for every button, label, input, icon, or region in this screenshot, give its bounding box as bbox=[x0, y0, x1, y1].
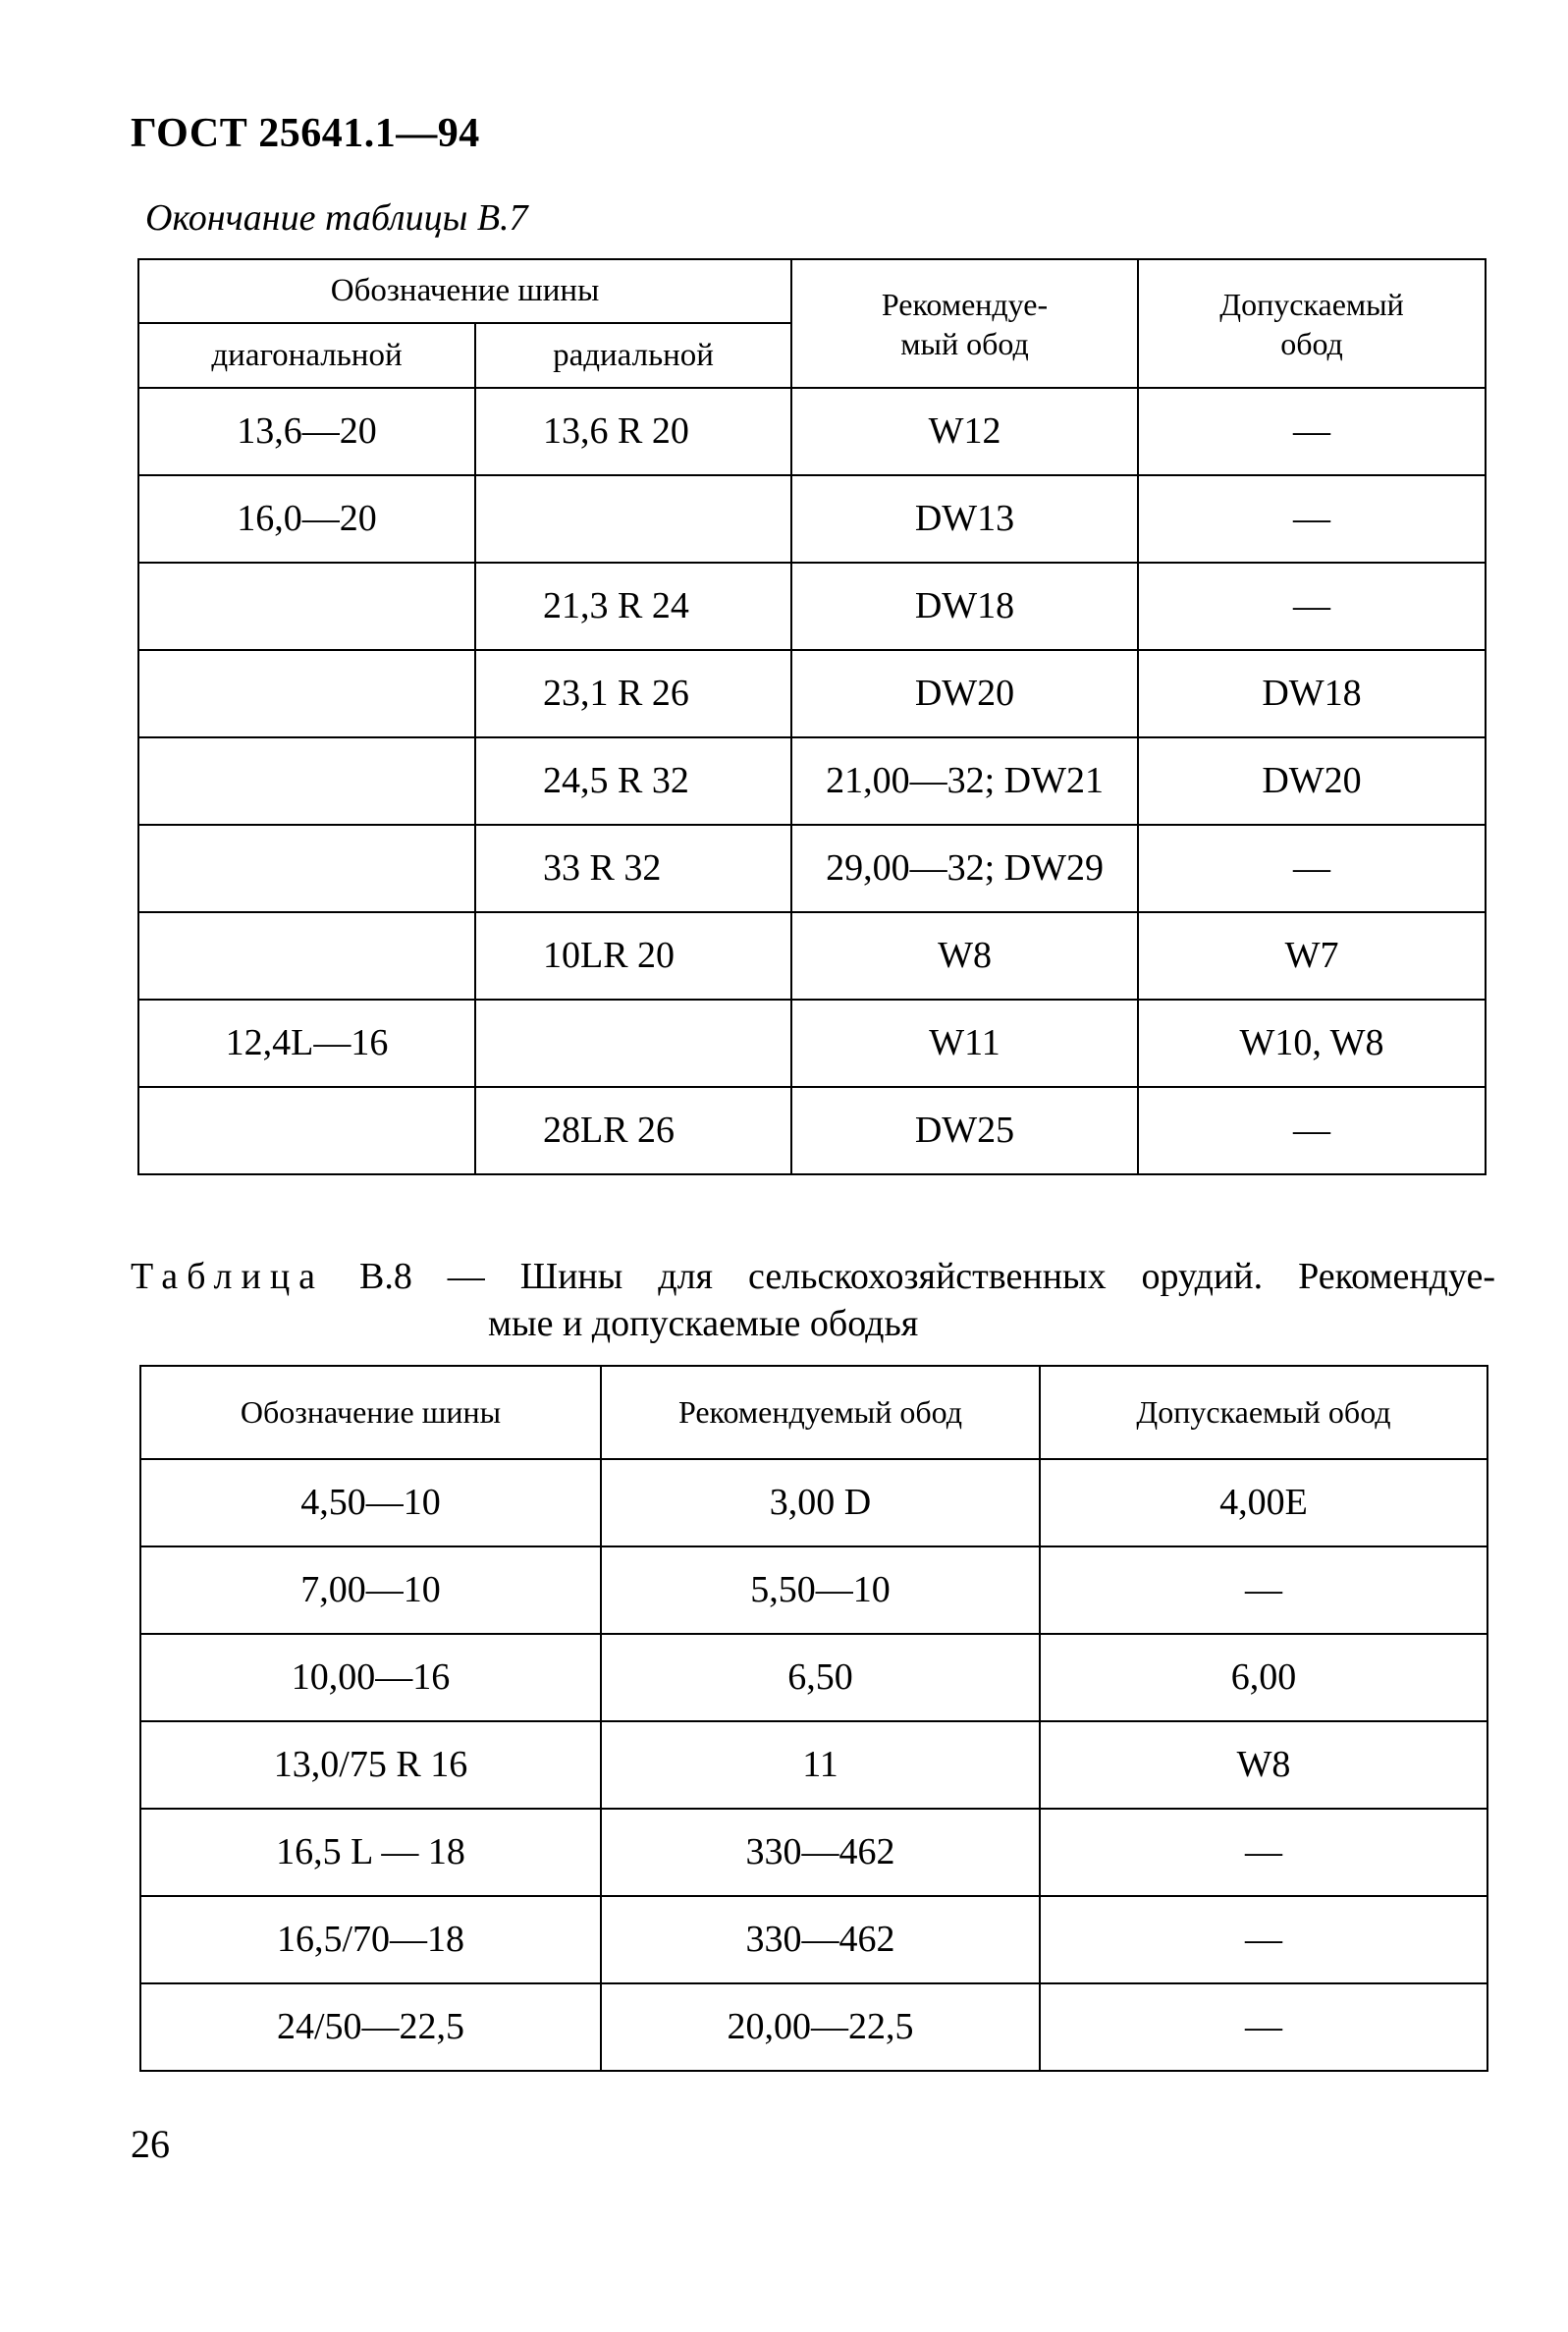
header-tire-designation: Обозначение шины bbox=[140, 1366, 601, 1459]
table-b8-title-prefix: Таблица bbox=[131, 1256, 325, 1297]
cell-radial bbox=[475, 1000, 791, 1087]
cell-radial: 21,3 R 24 bbox=[475, 563, 791, 650]
cell-recommended-rim: 3,00 D bbox=[601, 1459, 1040, 1546]
cell-recommended-rim: 11 bbox=[601, 1721, 1040, 1809]
cell-tire-designation: 7,00—10 bbox=[140, 1546, 601, 1634]
header-recommended-rim-text: Рекомендуе- мый обод bbox=[881, 286, 1049, 361]
table-row bbox=[140, 1896, 1487, 1983]
cell-permissible-rim: — bbox=[1138, 1087, 1486, 1174]
cell-diagonal bbox=[138, 737, 475, 825]
cell-radial bbox=[475, 475, 791, 563]
cell-diagonal bbox=[138, 650, 475, 737]
cell-recommended-rim: W11 bbox=[791, 1000, 1138, 1087]
cell-permissible-rim: — bbox=[1040, 1983, 1487, 2071]
cell-permissible-rim: — bbox=[1138, 388, 1486, 475]
cell-recommended-rim: 29,00—32; DW29 bbox=[791, 825, 1138, 912]
cell-diagonal bbox=[138, 1087, 475, 1174]
table-row bbox=[138, 825, 1486, 912]
cell-permissible-rim: — bbox=[1040, 1809, 1487, 1896]
cell-radial: 28LR 26 bbox=[475, 1087, 791, 1174]
cell-recommended-rim: DW20 bbox=[791, 650, 1138, 737]
header-radial: радиальной bbox=[475, 323, 791, 388]
header-diagonal: диагональной bbox=[138, 323, 475, 388]
cell-permissible-rim: — bbox=[1138, 825, 1486, 912]
cell-permissible-rim: DW20 bbox=[1138, 737, 1486, 825]
header-recommended-rim bbox=[791, 259, 1138, 388]
cell-permissible-rim: W8 bbox=[1040, 1721, 1487, 1809]
document-code: ГОСТ 25641.1—94 bbox=[131, 111, 480, 156]
table-row bbox=[138, 737, 1486, 825]
table-row bbox=[140, 1809, 1487, 1896]
cell-permissible-rim: W10, W8 bbox=[1138, 1000, 1486, 1087]
header-tire-designation: Обозначение шины bbox=[138, 259, 791, 323]
page-number: 26 bbox=[131, 2122, 170, 2166]
header-permissible-rim bbox=[1138, 259, 1486, 388]
cell-radial: 23,1 R 26 bbox=[475, 650, 791, 737]
cell-permissible-rim: — bbox=[1040, 1896, 1487, 1983]
cell-diagonal bbox=[138, 825, 475, 912]
table-row bbox=[138, 388, 1486, 475]
cell-diagonal bbox=[138, 912, 475, 1000]
table-row bbox=[140, 1546, 1487, 1634]
cell-tire-designation: 10,00—16 bbox=[140, 1634, 601, 1721]
table-b8-body bbox=[140, 1459, 1487, 2071]
table-row bbox=[140, 1634, 1487, 1721]
header-permissible-rim: Допускаемый обод bbox=[1040, 1366, 1487, 1459]
cell-permissible-rim: 6,00 bbox=[1040, 1634, 1487, 1721]
cell-tire-designation: 16,5 L — 18 bbox=[140, 1809, 601, 1896]
cell-tire-designation: 4,50—10 bbox=[140, 1459, 601, 1546]
table-row bbox=[138, 1087, 1486, 1174]
cell-recommended-rim: 330—462 bbox=[601, 1896, 1040, 1983]
cell-radial: 24,5 R 32 bbox=[475, 737, 791, 825]
table-row bbox=[138, 650, 1486, 737]
cell-permissible-rim: — bbox=[1040, 1546, 1487, 1634]
table-row bbox=[140, 1983, 1487, 2071]
cell-recommended-rim: 5,50—10 bbox=[601, 1546, 1040, 1634]
cell-recommended-rim: 330—462 bbox=[601, 1809, 1040, 1896]
cell-permissible-rim: DW18 bbox=[1138, 650, 1486, 737]
table-b8-title-line1: В.8 — Шины для сельскохозяйственных орудий. Рекомендуе- bbox=[359, 1256, 1496, 1297]
cell-permissible-rim: — bbox=[1138, 475, 1486, 563]
cell-recommended-rim: W8 bbox=[791, 912, 1138, 1000]
header-recommended-rim: Рекомендуемый обод bbox=[601, 1366, 1040, 1459]
table-row bbox=[138, 912, 1486, 1000]
cell-tire-designation: 13,0/75 R 16 bbox=[140, 1721, 601, 1809]
table-b7-body bbox=[138, 388, 1486, 1174]
cell-radial: 10LR 20 bbox=[475, 912, 791, 1000]
table-row bbox=[140, 1459, 1487, 1546]
cell-permissible-rim: — bbox=[1138, 563, 1486, 650]
table-b7-caption: Окончание таблицы В.7 bbox=[145, 197, 528, 239]
cell-tire-designation: 24/50—22,5 bbox=[140, 1983, 601, 2071]
cell-diagonal: 16,0—20 bbox=[138, 475, 475, 563]
cell-recommended-rim: DW13 bbox=[791, 475, 1138, 563]
table-row bbox=[138, 1000, 1486, 1087]
cell-recommended-rim: DW18 bbox=[791, 563, 1138, 650]
table-b8-title bbox=[131, 1255, 1495, 1298]
cell-recommended-rim: 6,50 bbox=[601, 1634, 1040, 1721]
cell-diagonal: 12,4L—16 bbox=[138, 1000, 475, 1087]
table-b7 bbox=[137, 258, 1487, 1175]
table-row bbox=[138, 563, 1486, 650]
cell-tire-designation: 16,5/70—18 bbox=[140, 1896, 601, 1983]
cell-recommended-rim: 20,00—22,5 bbox=[601, 1983, 1040, 2071]
cell-radial: 33 R 32 bbox=[475, 825, 791, 912]
header-permissible-rim-text: Допускаемый обод bbox=[1219, 286, 1404, 361]
cell-recommended-rim: DW25 bbox=[791, 1087, 1138, 1174]
cell-radial: 13,6 R 20 bbox=[475, 388, 791, 475]
table-b8-title-line2: мые и допускаемые ободья bbox=[488, 1303, 919, 1344]
cell-permissible-rim: 4,00E bbox=[1040, 1459, 1487, 1546]
cell-permissible-rim: W7 bbox=[1138, 912, 1486, 1000]
cell-recommended-rim: 21,00—32; DW21 bbox=[791, 737, 1138, 825]
table-b8 bbox=[139, 1365, 1488, 2072]
cell-diagonal: 13,6—20 bbox=[138, 388, 475, 475]
cell-diagonal bbox=[138, 563, 475, 650]
cell-recommended-rim: W12 bbox=[791, 388, 1138, 475]
table-row bbox=[138, 475, 1486, 563]
table-row bbox=[140, 1721, 1487, 1809]
